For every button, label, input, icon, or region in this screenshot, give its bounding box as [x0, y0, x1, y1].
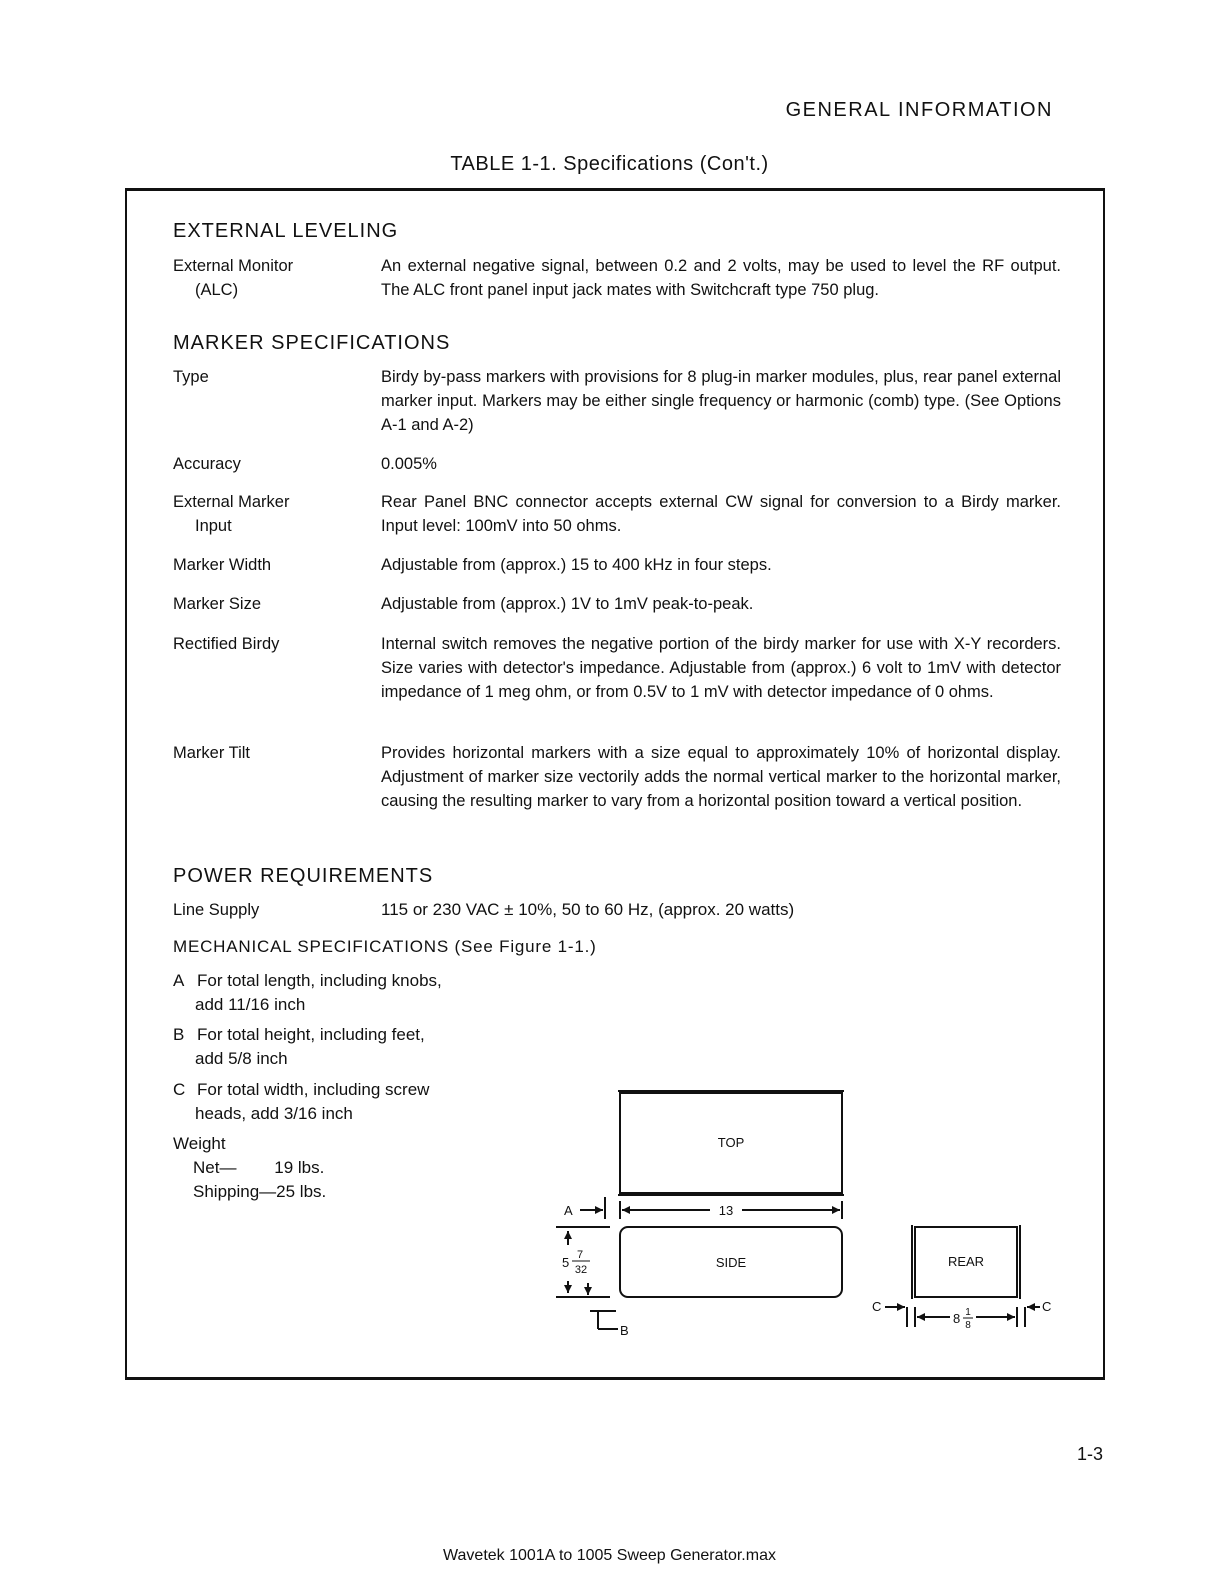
height-dimension-denominator: 32 [574, 1264, 588, 1276]
source-footer: Wavetek 1001A to 1005 Sweep Generator.max [443, 1547, 776, 1564]
row-label-marker-tilt: Marker Tilt [173, 744, 251, 762]
row-label-external-monitor: External Monitor (ALC) [173, 257, 294, 299]
heading-marker-specifications: MARKER SPECIFICATIONS [173, 332, 451, 354]
mech-item-c: C For total width, including screw heads, add 3/16 inch [173, 1080, 430, 1123]
side-label: SIDE [715, 1255, 747, 1270]
width-dimension-whole: 8 [953, 1311, 961, 1326]
heading-external-leveling: EXTERNAL LEVELING [173, 220, 399, 242]
row-text-type: Birdy by-pass markers with provisions for 8 plug-in marker modules, plus, rear panel external marker input. Markers may be either single frequency or harmonic (comb) type. (See Options A-1 and A-2) [381, 368, 1061, 434]
width-dimension-denominator: 8 [965, 1320, 971, 1331]
row-text-line-supply: 115 or 230 VAC ± 10%, 50 to 60 Hz, (approx. 20 watts) [381, 900, 795, 919]
row-text-accuracy: 0.005% [381, 455, 437, 473]
section-header: GENERAL INFORMATION [785, 99, 1053, 121]
height-dimension-whole: 5 [562, 1255, 570, 1270]
marker-b: B [620, 1323, 629, 1338]
width-dimension-numerator: 1 [965, 1307, 971, 1318]
row-label-rectified-birdy: Rectified Birdy [173, 635, 280, 653]
mech-item-a: A For total length, including knobs, add 11/16 inch [173, 971, 442, 1014]
row-label-type: Type [173, 368, 209, 386]
row-label-line-supply: Line Supply [173, 901, 260, 919]
height-dimension-numerator: 7 [576, 1249, 584, 1261]
length-dimension: 13 [718, 1203, 734, 1218]
heading-power-requirements: POWER REQUIREMENTS [173, 865, 434, 887]
weight-shipping: Shipping—25 lbs. [193, 1182, 327, 1201]
heading-mechanical-specifications: MECHANICAL SPECIFICATIONS (See Figure 1-1.) [173, 937, 597, 956]
mech-item-b: B For total height, including feet, add 5/8 inch [173, 1025, 425, 1068]
row-text-external-monitor: An external negative signal, between 0.2 and 2 volts, may be used to level the RF output. The ALC front panel input jack mates with Switchcraft type 750 plug. [381, 257, 1061, 299]
row-label-marker-width: Marker Width [173, 556, 272, 574]
top-label: TOP [717, 1135, 745, 1150]
weight-block [173, 1132, 326, 1204]
marker-c-left: C [872, 1299, 882, 1314]
row-label-marker-size: Marker Size [173, 595, 262, 613]
marker-a: A [564, 1203, 573, 1218]
row-text-rectified-birdy: Internal switch removes the negative portion of the birdy marker for use with X-Y recorders. Size varies with detector's impedance. Adjustable from (approx.) 6 volt to 1mV with detector impedance of 1 meg ohm, or from 0.5V to 1 mV with detector impedance of 0 ohms. [381, 635, 1061, 701]
weight-net: Net— 19 lbs. [193, 1158, 325, 1177]
page-number: 1-3 [1076, 1444, 1103, 1464]
row-text-marker-width: Adjustable from (approx.) 15 to 400 kHz in four steps. [381, 556, 772, 574]
row-label-external-marker: External Marker Input [173, 493, 290, 535]
row-text-marker-size: Adjustable from (approx.) 1V to 1mV peak-to-peak. [381, 595, 754, 613]
weight-label: Weight [173, 1134, 226, 1153]
rear-label: REAR [947, 1254, 985, 1269]
row-text-external-marker: Rear Panel BNC connector accepts external CW signal for conversion to a Birdy marker. Input level: 100mV into 50 ohms. [381, 493, 1061, 535]
mechanical-dimension-figure [550, 1085, 1050, 1345]
table-title: TABLE 1-1. Specifications (Con't.) [450, 153, 769, 175]
row-label-accuracy: Accuracy [173, 455, 241, 473]
marker-c-right: C [1042, 1299, 1052, 1314]
row-text-marker-tilt: Provides horizontal markers with a size equal to approximately 10% of horizontal display. Adjustment of marker size vectorily adds the normal vertical marker to the horizontal marker, causing the resulting marker to vary from a horizontal position toward a vertical position. [381, 744, 1061, 810]
